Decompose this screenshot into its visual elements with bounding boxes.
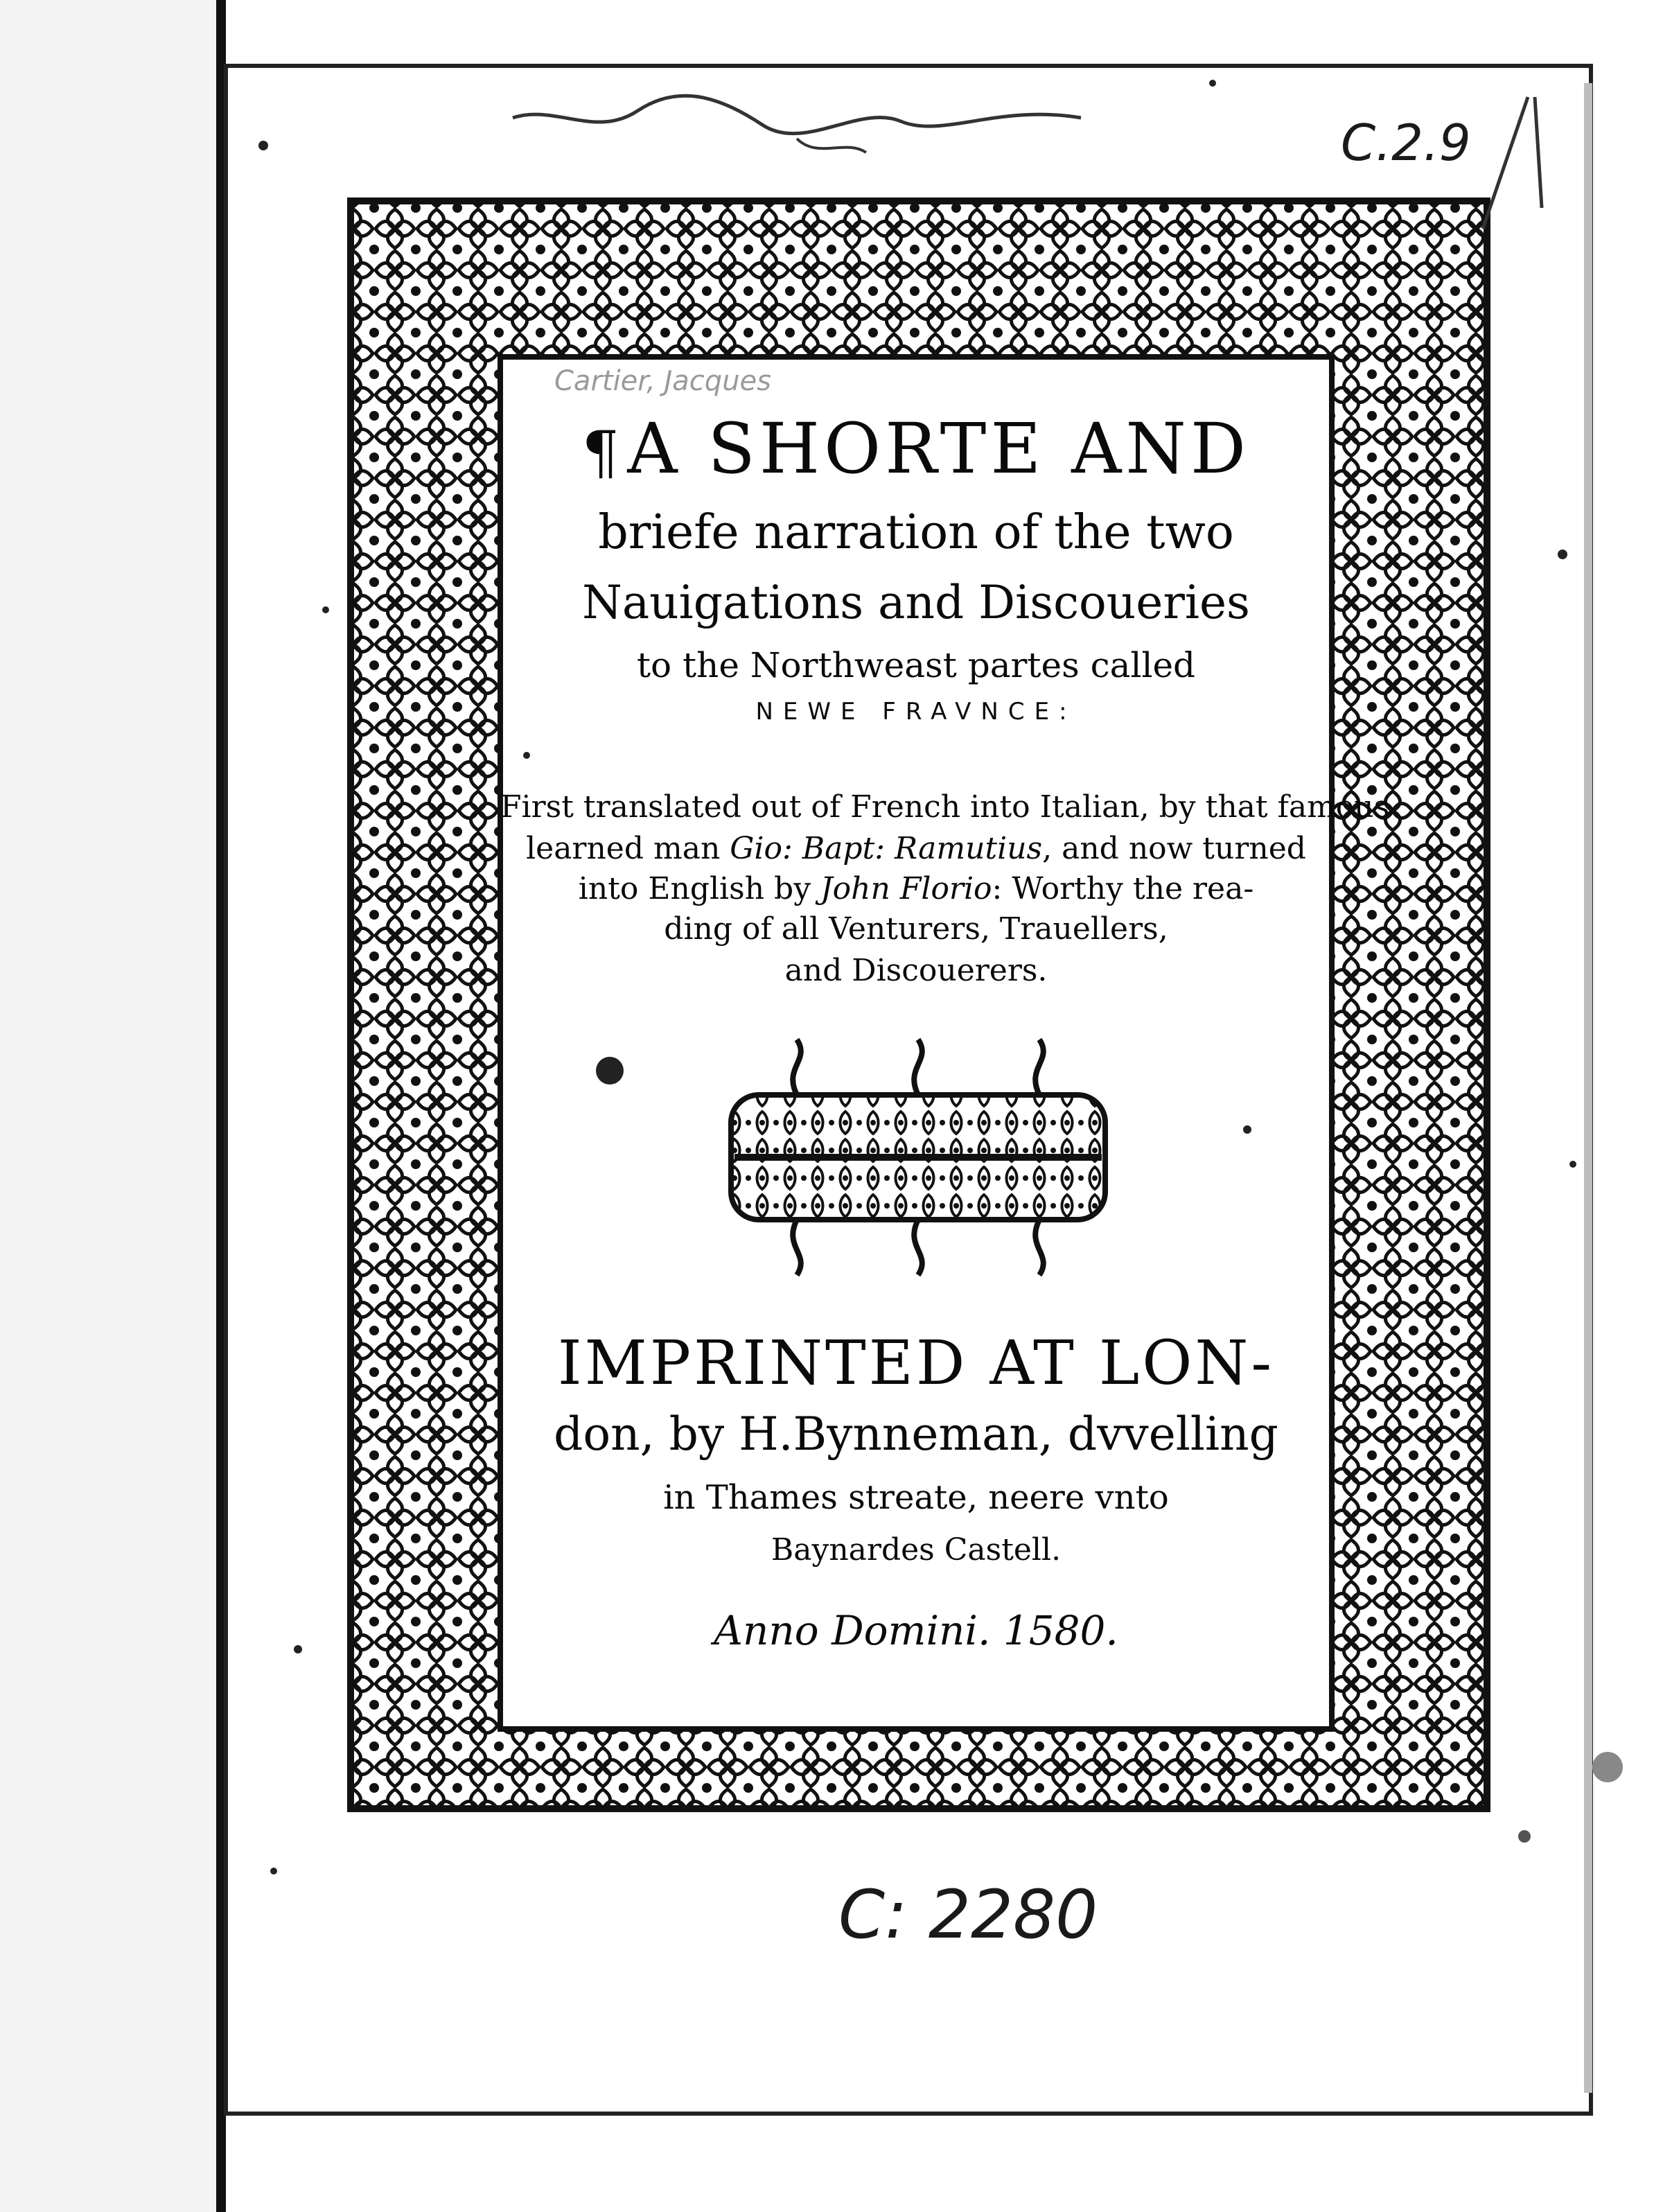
shelfmark-annotation: C: 2280	[838, 1876, 1098, 1954]
top-right-annotation: C.2.9	[1341, 114, 1471, 172]
imprint-line-3: in Thames streate, neere vnto	[663, 1478, 1169, 1517]
publication-date: Anno Domini. 1580.	[714, 1607, 1118, 1654]
title-line-1-text: A SHORTE AND	[627, 408, 1251, 489]
title-line-5: NEWE FRAVNCE:	[755, 698, 1077, 726]
imprint-line-2: don, by H.Bynneman, dvvelling	[554, 1407, 1278, 1461]
translator-name-florio: John Florio	[820, 871, 992, 906]
description-line-2-b: , and now turned	[1042, 831, 1306, 866]
translator-name-ramusio: Gio: Bapt: Ramutius	[730, 831, 1043, 866]
title-line-4: to the Northweast partes called	[636, 645, 1196, 685]
description-line-4: ding of all Venturers, Trauellers,	[664, 911, 1168, 947]
description-line-3-a: into English by	[578, 871, 821, 906]
description-line-2	[500, 832, 1332, 867]
description-line-3	[500, 872, 1332, 907]
imprint-line-4: Baynardes Castell.	[771, 1532, 1062, 1568]
catalog-annotation: Cartier, Jacques	[554, 365, 771, 397]
description-line-2-a: learned man	[526, 831, 730, 866]
description-line-1: First translated out of French into Italian, by that famous	[500, 789, 1390, 825]
pilcrow: ¶	[581, 419, 624, 486]
description-line-3-b: : Worthy the rea-	[992, 871, 1254, 906]
description-line-5: and Discouerers.	[784, 953, 1048, 988]
title-line-1	[500, 409, 1332, 489]
imprint-line-1: IMPRINTED AT LON-	[557, 1327, 1275, 1398]
title-line-2: briefe narration of the two	[598, 505, 1234, 560]
title-line-3: Nauigations and Discoueries	[582, 576, 1250, 629]
